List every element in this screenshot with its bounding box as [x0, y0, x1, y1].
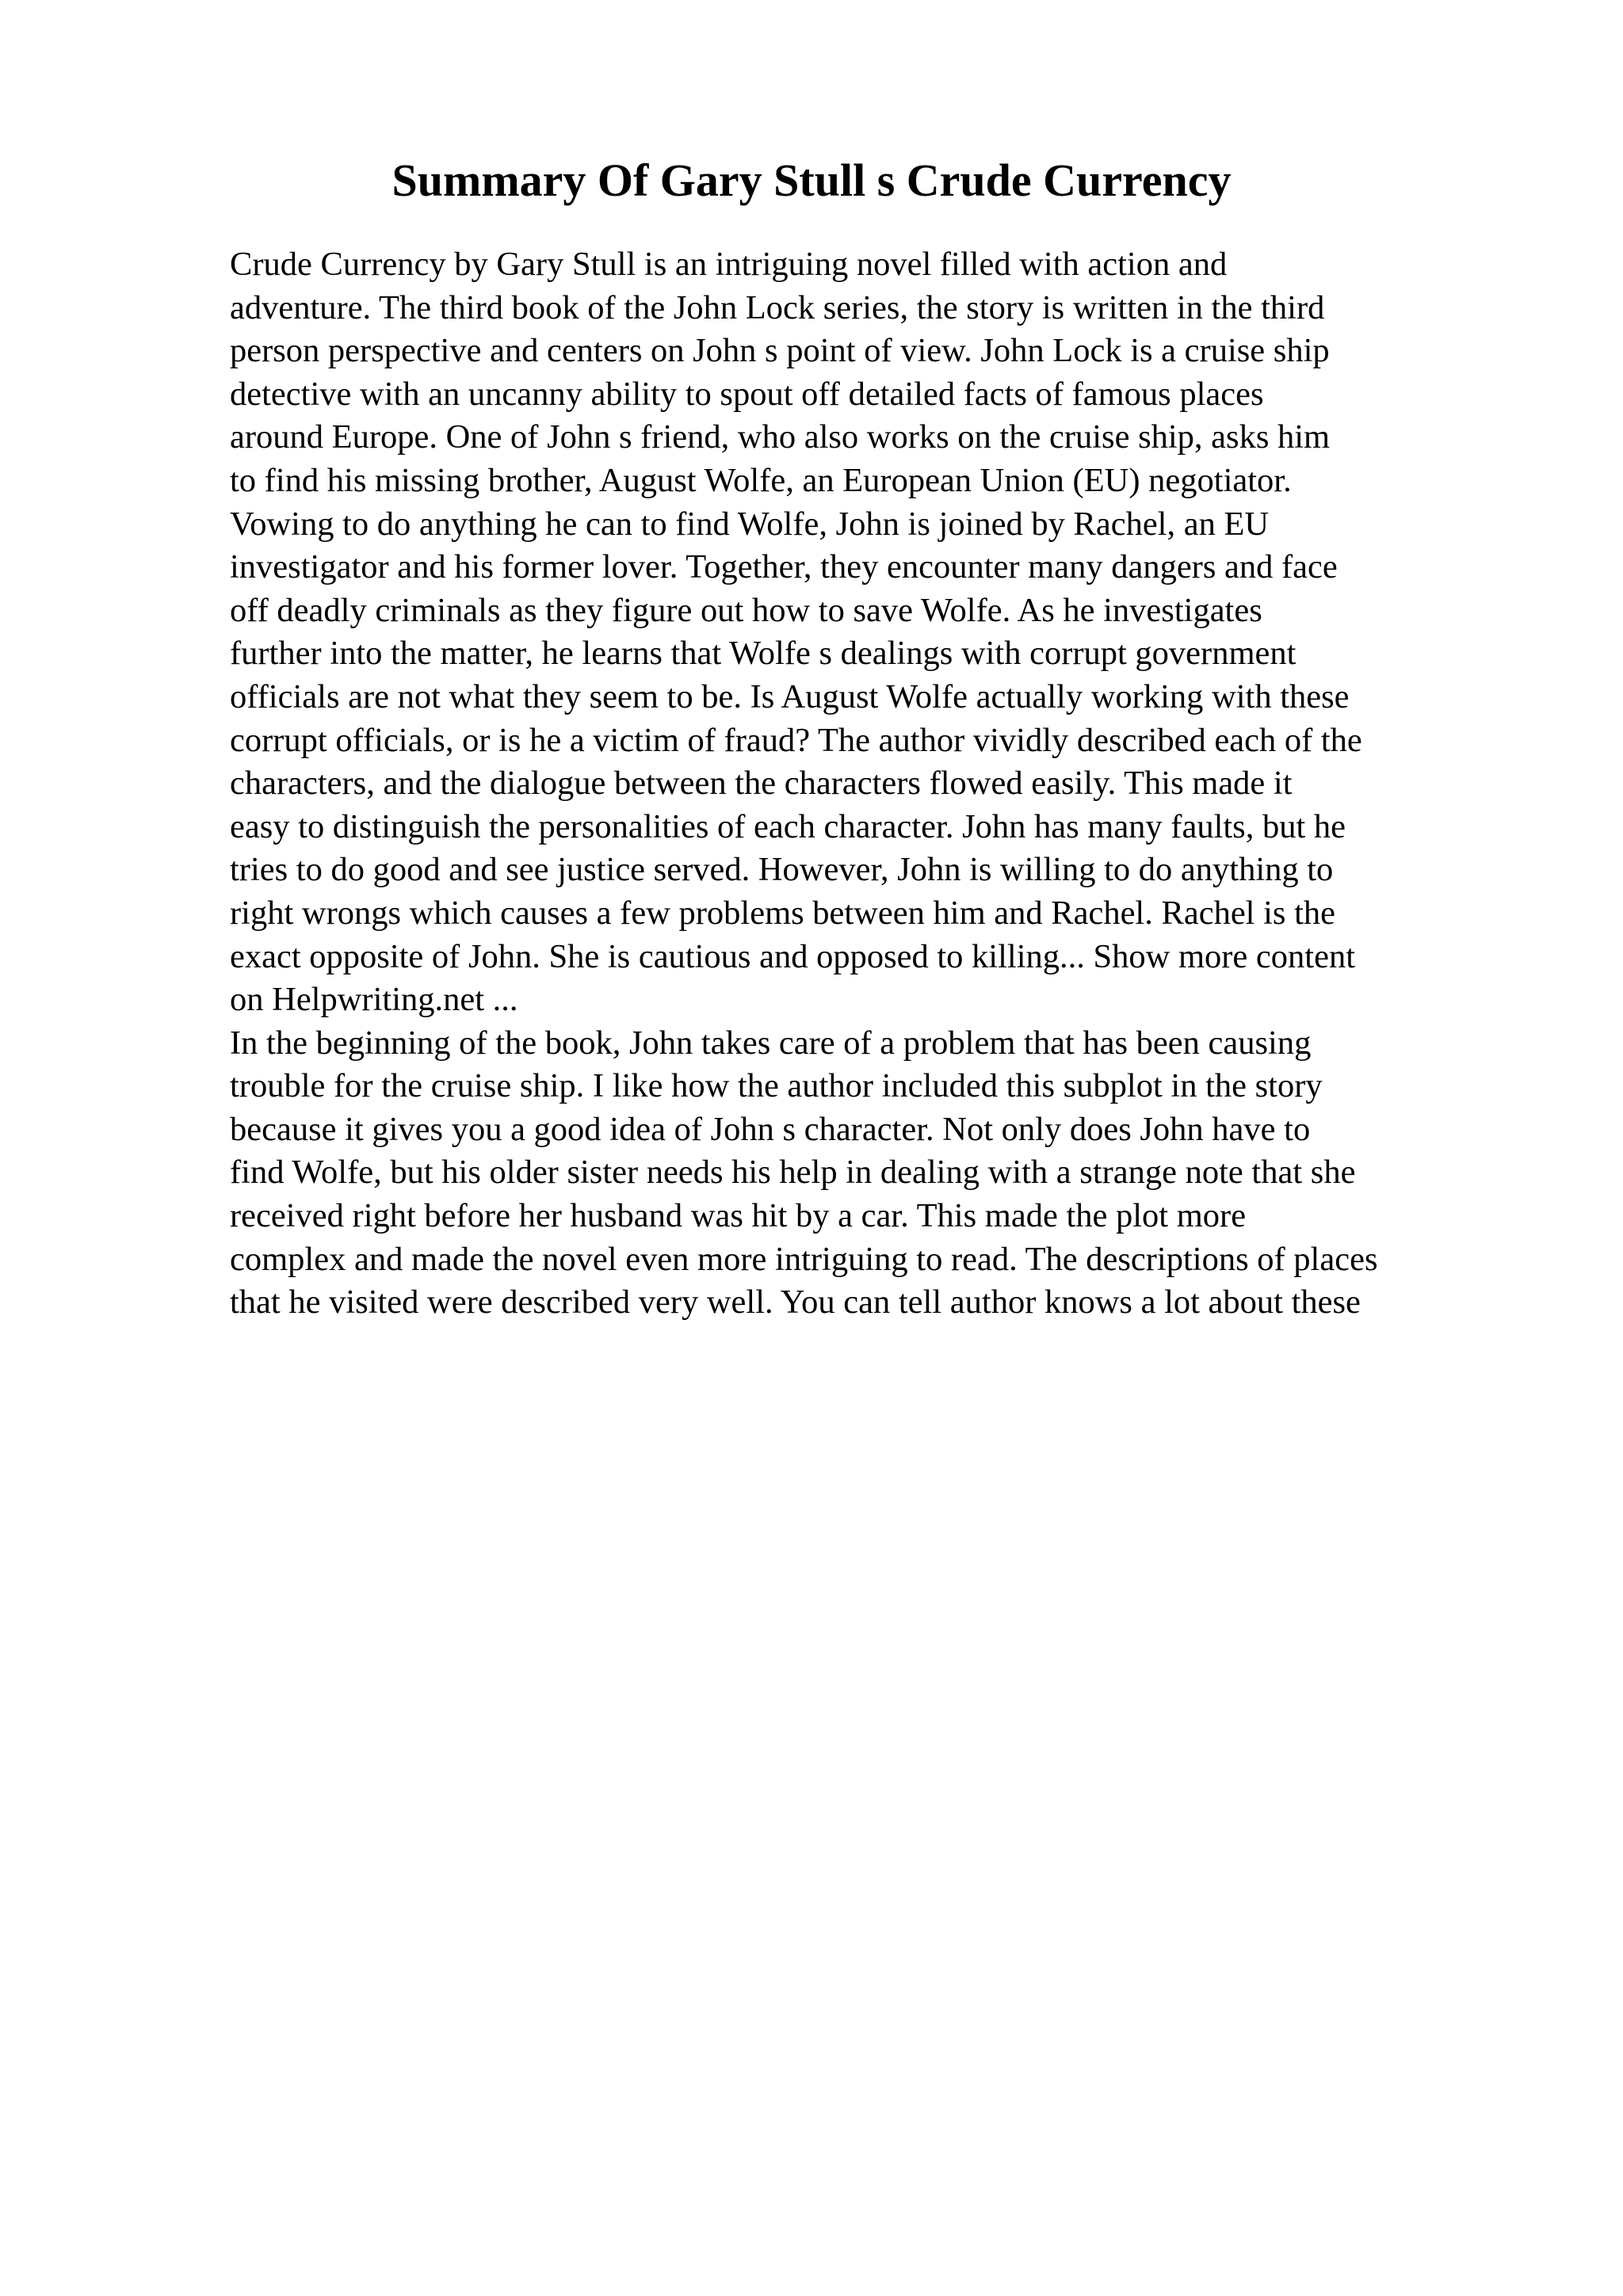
- text-line: received right before her husband was hit by a car. This made the plot more: [230, 1197, 1247, 1235]
- text-line: right wrongs which causes a few problems between him and Rachel. Rachel is the: [230, 894, 1336, 932]
- text-line: exact opposite of John. She is cautious and opposed to killing... Show more content: [230, 937, 1356, 975]
- document-body: [230, 243, 1498, 1325]
- text-line: around Europe. One of John s friend, who also works on the cruise ship, asks him: [230, 418, 1331, 456]
- text-line: adventure. The third book of the John Lock series, the story is written in the third: [230, 288, 1325, 326]
- text-line: characters, and the dialogue between the characters flowed easily. This made it: [230, 765, 1293, 803]
- text-line: In the beginning of the book, John takes care of a problem that has been causing: [230, 1024, 1312, 1062]
- text-line: Vowing to do anything he can to find Wolfe, John is joined by Rachel, an EU: [230, 505, 1270, 543]
- text-line: trouble for the cruise ship. I like how the author included this subplot in the story: [230, 1067, 1323, 1105]
- text-line: Crude Currency by Gary Stull is an intriguing novel filled with action and: [230, 246, 1228, 283]
- text-line: tries to do good and see justice served. However, John is willing to do anything to: [230, 851, 1334, 889]
- text-line: investigator and his former lover. Together, they encounter many dangers and face: [230, 548, 1338, 586]
- text-line: officials are not what they seem to be. Is August Wolfe actually working with these: [230, 677, 1350, 715]
- text-line: on Helpwriting.net ...: [230, 981, 518, 1019]
- text-line: that he visited were described very well. You can tell author knows a lot about these: [230, 1283, 1361, 1322]
- text-line: corrupt officials, or is he a victim of fraud? The author vividly described each of the: [230, 721, 1362, 759]
- text-line: person perspective and centers on John s point of view. John Lock is a cruise ship: [230, 332, 1330, 370]
- text-line: detective with an uncanny ability to spout off detailed facts of famous places: [230, 375, 1264, 413]
- text-line: easy to distinguish the personalities of each character. John has many faults, but he: [230, 807, 1346, 845]
- text-line: complex and made the novel even more intriguing to read. The descriptions of places: [230, 1240, 1378, 1278]
- text-line: further into the matter, he learns that Wolfe s dealings with corrupt government: [230, 635, 1296, 673]
- text-line: find Wolfe, but his older sister needs his help in dealing with a strange note that she: [230, 1154, 1356, 1192]
- document-title: Summary Of Gary Stull s Crude Currency: [391, 154, 1232, 206]
- text-line: to find his missing brother, August Wolfe, an European Union (EU) negotiator.: [230, 461, 1292, 499]
- text-line: off deadly criminals as they figure out how to save Wolfe. As he investigates: [230, 591, 1262, 629]
- text-line: because it gives you a good idea of John s character. Not only does John have to: [230, 1110, 1311, 1148]
